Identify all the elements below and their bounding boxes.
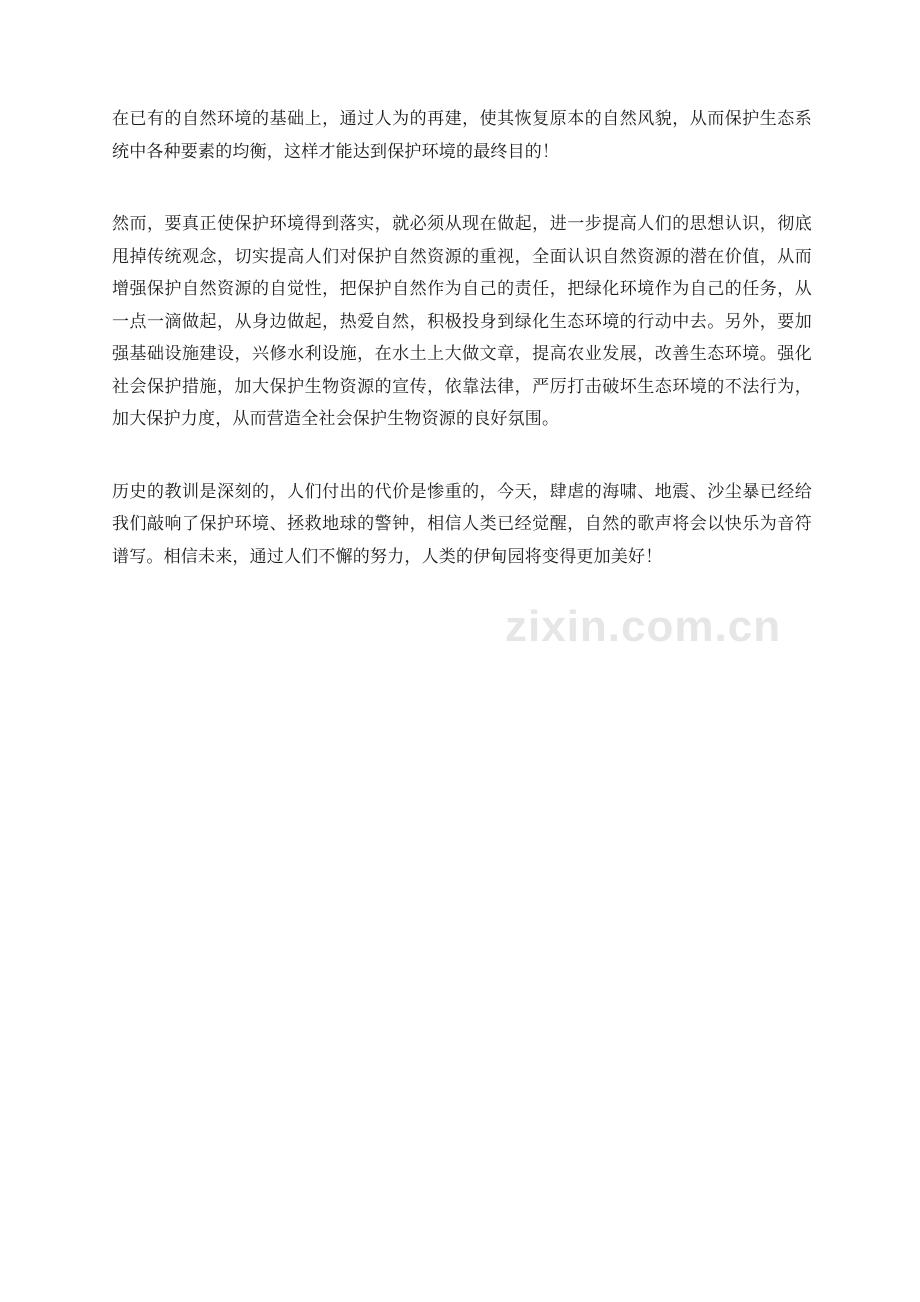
- document-body: [112, 103, 812, 573]
- paragraph-restoration: 在已有的自然环境的基础上，通过人为的再建，使其恢复原本的自然风貌，从而保护生态系统中各种要素的均衡，这样才能达到保护环境的最终目的！: [112, 109, 812, 162]
- paragraph-conclusion: 历史的教训是深刻的，人们付出的代价是惨重的，今天，肆虐的海啸、地震、沙尘暴已经给我们敲响了保护环境、拯救地球的警钟，相信人类已经觉醒，自然的歌声将会以快乐为音符谱写。相信未来，通过人们不懈的努力，人类的伊甸园将变得更加美好！: [112, 481, 812, 567]
- paragraph-measures: 然而，要真正使保护环境得到落实，就必须从现在做起，进一步提高人们的思想认识，彻底甩掉传统观念，切实提高人们对保护自然资源的重视，全面认识自然资源的潜在价值，从而增强保护自然资源的自觉性，把保护自然作为自己的责任，把绿化环境作为自己的任务，从一点一滴做起，从身边做起，热爱自然，积极投身到绿化生态环境的行动中去。另外，要加强基础设施建设，兴修水利设施，在水土上大做文章，提高农业发展，改善生态环境。强化社会保护措施，加大保护生物资源的宣传，依靠法律，严厉打击破坏生态环境的不法行为，加大保护力度，从而营造全社会保护生物资源的良好氛围。: [112, 214, 812, 429]
- watermark-logo: zixin.com.cn: [505, 602, 782, 651]
